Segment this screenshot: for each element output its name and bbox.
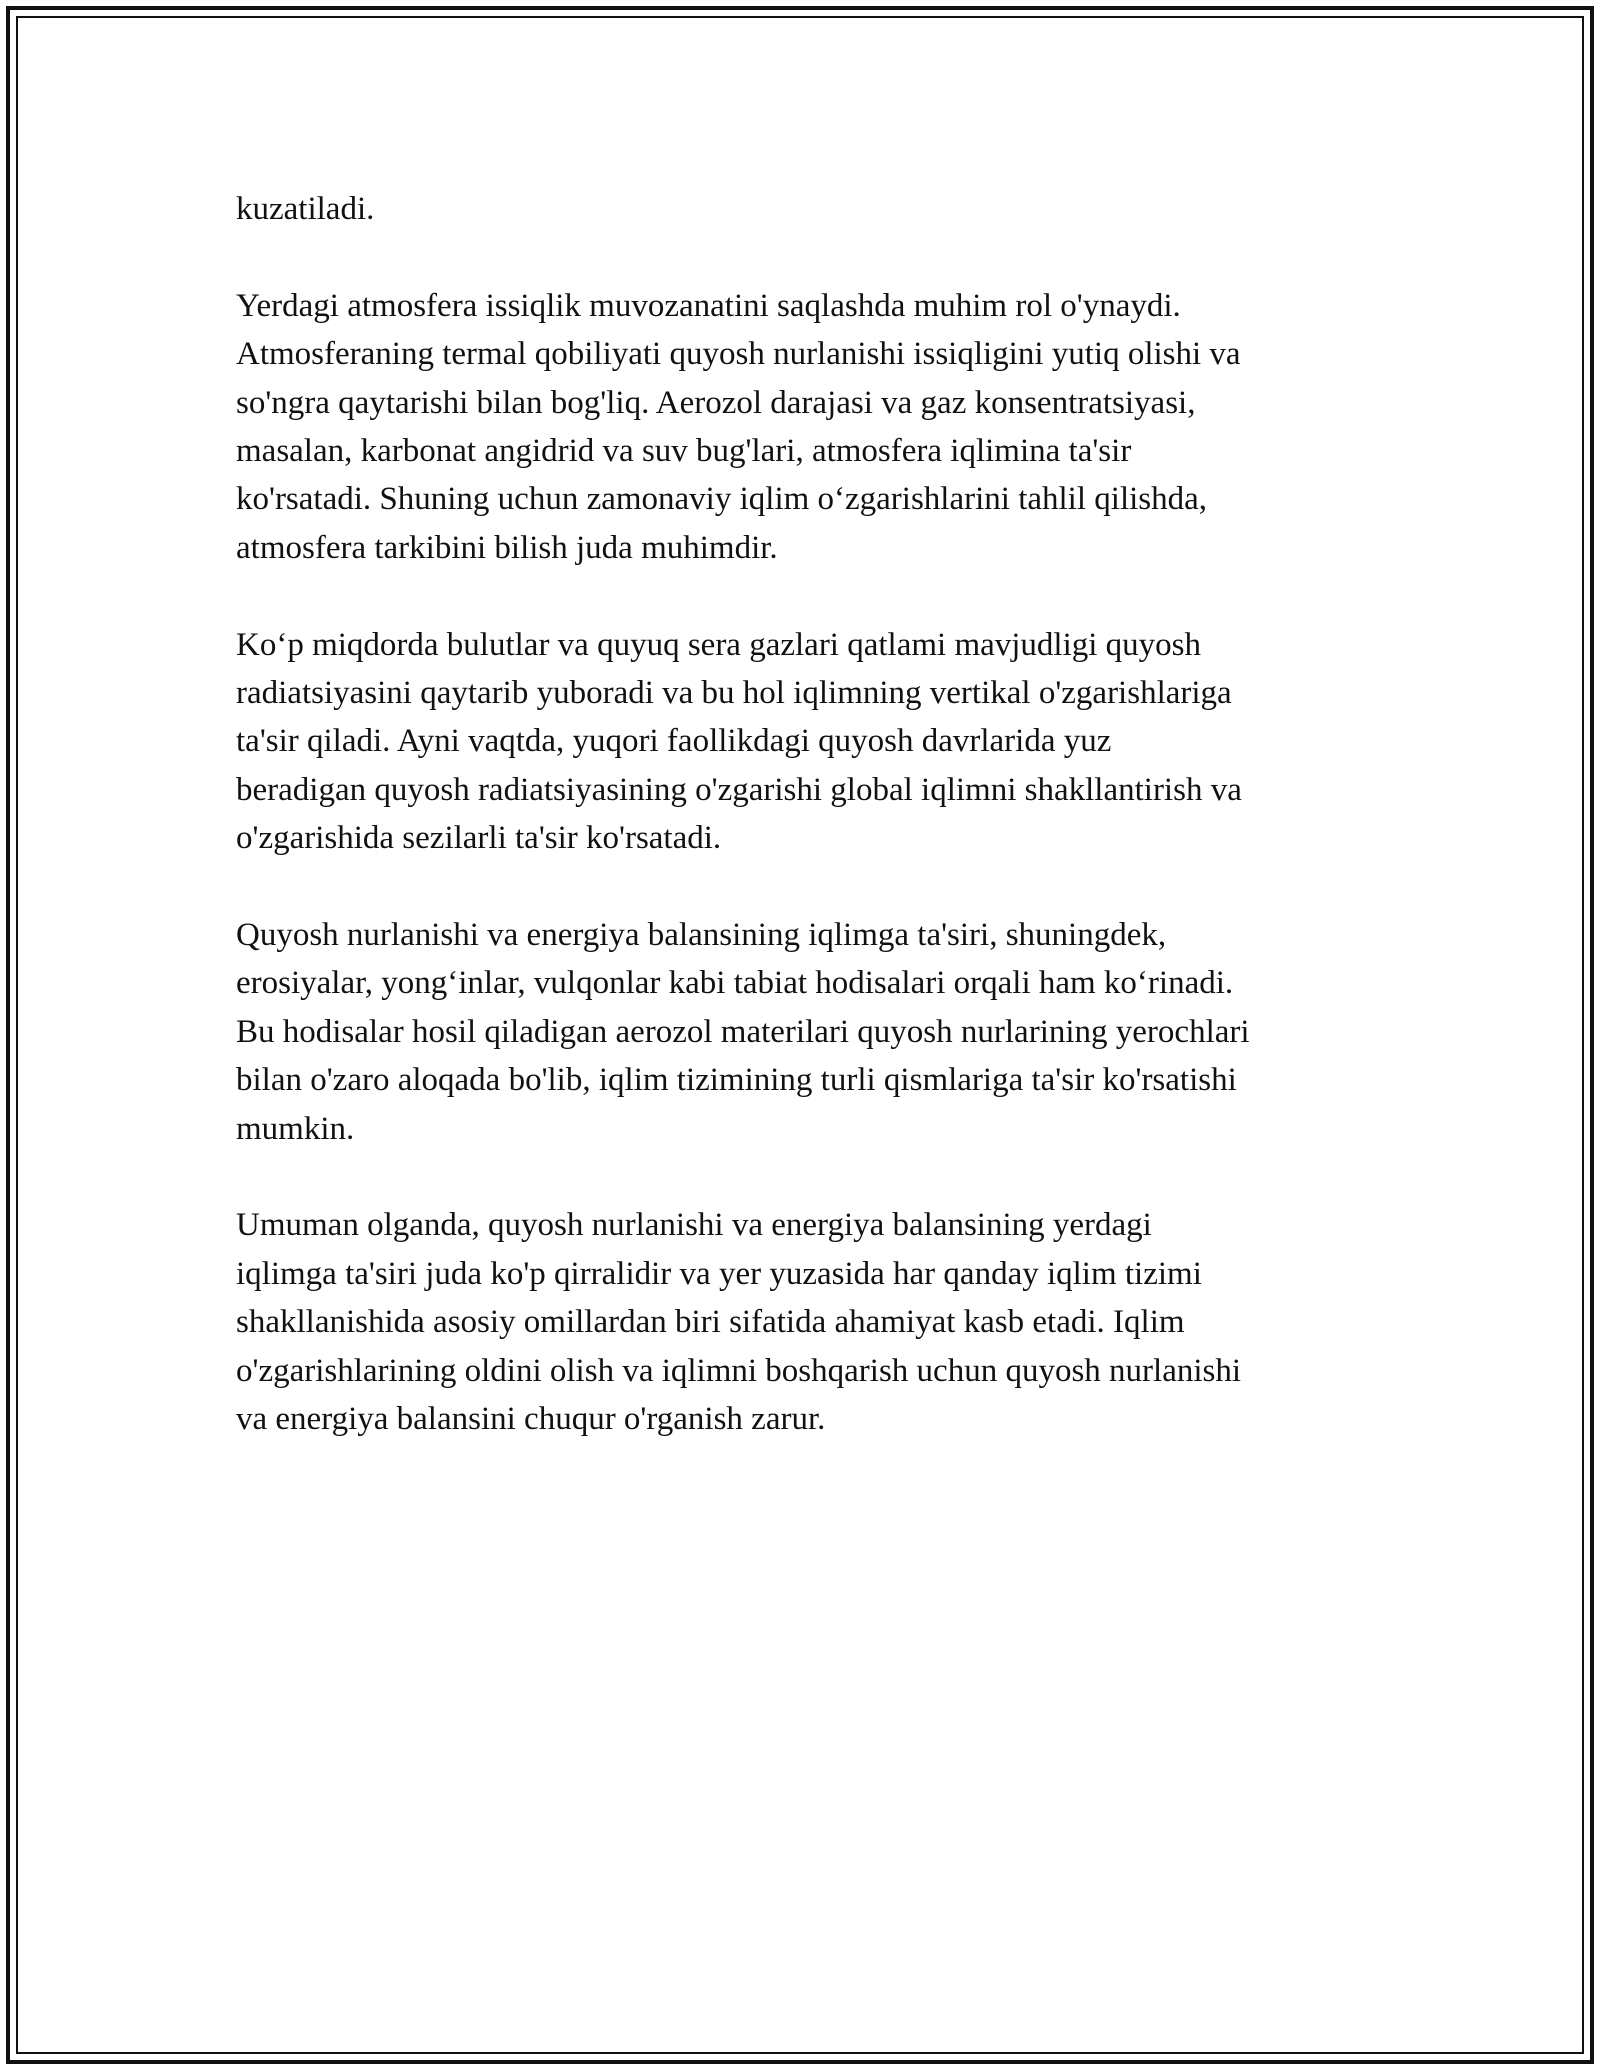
paragraph-atmosphere: Yerdagi atmosfera issiqlik muvozanatini saqlashda muhim rol o'ynaydi. Atmosferaning termal qobiliyati quyosh nurlanishi issiqligini yutiq olishi va so'ngra qaytarishi bilan bog'liq. Aerozol darajasi va gaz konsentratsiyasi, masalan, karbonat angidrid va suv bug'lari, atmosfera iqlimina ta'sir ko'rsatadi. Shuning uchun zamonaviy iqlim o‘zgarishlarini tahlil qilishda, atmosfera tarkibini bilish juda muhimdir. xyxy=(236,287,1241,566)
paragraph-clouds: Ko‘p miqdorda bulutlar va quyuq sera gazlari qatlami mavjudligi quyosh radiatsiyasini qaytarib yuboradi va bu hol iqlimning vertikal o'zgarishlariga ta'sir qiladi. Ayni vaqtda, yuqori faollikdagi quyosh davrlarida yuz beradigan quyosh radiatsiyasining o'zgarishi global iqlimni shakllantirish va o'zgarishida sezilarli ta'sir ko'rsatadi. xyxy=(236,626,1242,857)
paragraph-conclusion: Umuman olganda, quyosh nurlanishi va energiya balansining yerdagi iqlimga ta'siri juda ko'p qirralidir va yer yuzasida har qanday iqlim tizimi shakllanishida asosiy omillardan biri sifatida ahamiyat kasb etadi. Iqlim o'zgarishlarining oldini olish va iqlimni boshqarish uchun quyosh nurlanishi va energiya balansini chuqur o'rganish zarur. xyxy=(236,1207,1242,1438)
paragraph-continuation: kuzatiladi. xyxy=(236,191,375,227)
document-body xyxy=(236,185,1366,1492)
paragraph-natural-events: Quyosh nurlanishi va energiya balansining iqlimga ta'siri, shuningdek, erosiyalar, yong‘inlar, vulqonlar kabi tabiat hodisalari orqali ham ko‘rinadi. Bu hodisalar hosil qiladigan aerozol materilari quyosh nurlarining yerochlari bilan o'zaro aloqada bo'lib, iqlim tizimining turli qismlariga ta'sir ko'rsatishi mumkin. xyxy=(236,917,1250,1147)
